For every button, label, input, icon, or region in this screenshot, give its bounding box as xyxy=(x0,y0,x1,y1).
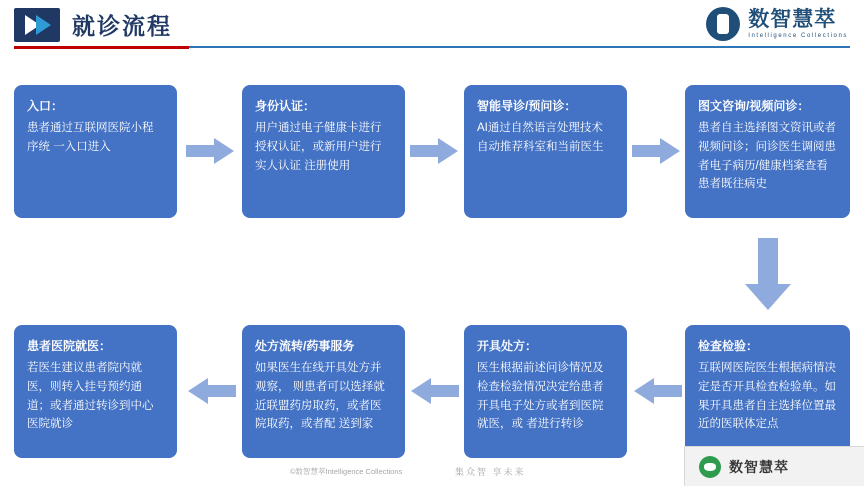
flow-step-body: AI通过自然语言处理技术自动推荐科室和当前医生 xyxy=(477,122,604,154)
wechat-follow-chip[interactable] xyxy=(684,446,864,486)
brand-name-cn: 数智慧萃 xyxy=(748,8,837,31)
wechat-label: 数智慧萃 xyxy=(729,458,789,475)
flow-step-body: 若医生建议患者院内就医，则转入挂号预约通道；或者通过转诊到中心医院就诊 xyxy=(27,362,154,431)
arrow-prescription-pharmacy-icon xyxy=(411,378,459,404)
flow-step-pharmacy[interactable] xyxy=(242,325,405,458)
arrow-entry-identity-icon xyxy=(186,138,234,164)
flow-step-title: 图文咨询/视频问诊： xyxy=(698,99,810,113)
arrow-pharmacy-hospital-icon xyxy=(188,378,236,404)
flow-step-title: 处方流转/药事服务 xyxy=(255,339,355,353)
footer-copyright: ©数智慧萃Intelligence Collections xyxy=(290,467,403,476)
arrow-identity-triage-icon xyxy=(410,138,458,164)
flow-step-title: 检查检验： xyxy=(698,339,759,353)
flow-step-title: 患者医院就医： xyxy=(27,339,112,353)
wechat-icon xyxy=(699,456,721,478)
flow-step-entry[interactable] xyxy=(14,85,177,218)
flow-step-body: 患者通过互联网医院小程序统 一入口进入 xyxy=(27,122,154,154)
flow-step-prescription[interactable] xyxy=(464,325,627,458)
arrow-consult-exam-icon xyxy=(745,238,791,310)
brand-logo xyxy=(706,7,848,41)
flow-step-body: 医生根据前述问诊情况及检查检验情况决定给患者开具电子处方或者到医院就医，或 者进行转诊 xyxy=(477,362,604,431)
header-divider-accent xyxy=(14,46,189,49)
brand-badge-icon xyxy=(706,7,740,41)
flow-step-body: 如果医生在线开具处方并观察， 则患者可以选择就近联盟药房取药，或者医院取药，或者配 送到家 xyxy=(255,362,385,431)
flow-step-title: 入口： xyxy=(27,99,64,113)
flow-step-title: 开具处方： xyxy=(477,339,538,353)
page-title: 就诊流程 xyxy=(72,13,172,39)
arrow-exam-prescription-icon xyxy=(634,378,682,404)
flow-step-triage[interactable] xyxy=(464,85,627,218)
brand-name-en: Intelligence Collections xyxy=(748,33,848,39)
arrow-triage-consult-icon xyxy=(632,138,680,164)
flow-step-body: 患者自主选择图文资讯或者视频问诊；问诊医生调阅患者电子病历/健康档案查看患者既往病史 xyxy=(698,122,836,191)
flow-step-hospital[interactable] xyxy=(14,325,177,458)
flow-step-identity[interactable] xyxy=(242,85,405,218)
flow-step-title: 身份认证： xyxy=(255,99,316,113)
double-chevron-logo-icon xyxy=(14,8,60,42)
footer-slogan: 集众智 享未来 xyxy=(455,467,526,477)
flow-step-body: 互联网医院医生根据病情决定是否开具检查检验单。如果开具患者自主选择位置最近的医联体定点 xyxy=(698,362,836,431)
flow-step-body: 用户通过电子健康卡进行授权认证，或新用户进行实人认证 注册使用 xyxy=(255,122,382,172)
flow-step-consult[interactable] xyxy=(685,85,850,218)
flow-step-exam[interactable] xyxy=(685,325,850,458)
flow-step-title: 智能导诊/预问诊： xyxy=(477,99,577,113)
page-header xyxy=(0,0,864,52)
